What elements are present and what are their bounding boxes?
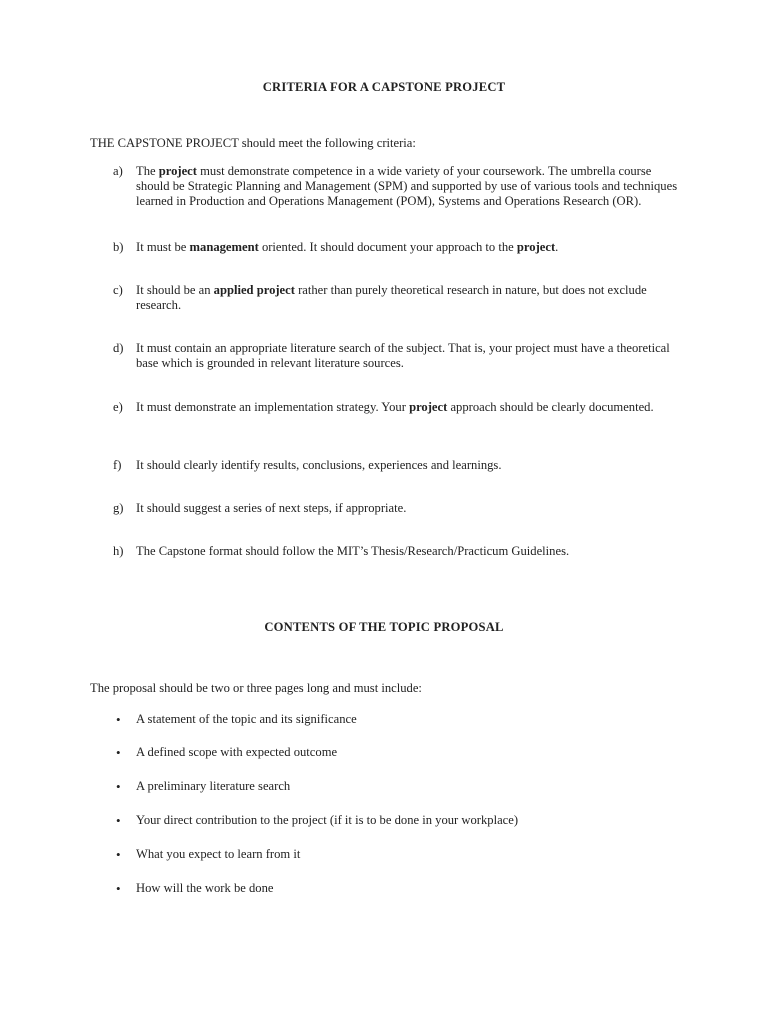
proposal-heading: CONTENTS OF THE TOPIC PROPOSAL [264, 620, 504, 634]
text-run: It must demonstrate an implementation strategy. Your [136, 400, 410, 414]
text-run: oriented. It should document your approach to the [258, 240, 517, 254]
proposal-bullet-item [113, 847, 683, 862]
criteria-item-text [136, 544, 683, 559]
criteria-item-h [113, 544, 683, 559]
bullet-text: Your direct contribution to the project (if it is to be done in your workplace) [136, 813, 519, 827]
criteria-item-b [113, 240, 683, 255]
criteria-item-text [136, 458, 683, 473]
text-run: The Capstone format should follow the MIT’s Thesis/Research/Practicum Guidelines. [136, 544, 570, 558]
proposal-bullet-item [113, 745, 683, 760]
criteria-item-marker: f) [113, 458, 122, 472]
text-run: must demonstrate competence in a wide variety of your coursework. The umbrella course should be Strategic Planning and Management (SPM) and supported by use of various tools and techniques learned in Production and Operations Management (POM), Systems and Operations Research (OR). [136, 164, 678, 208]
criteria-item-marker: g) [113, 501, 124, 515]
criteria-item-text [136, 501, 683, 516]
bullet-text: A statement of the topic and its significance [136, 712, 357, 726]
text-run: It must be [136, 240, 190, 254]
criteria-item-text [136, 240, 683, 255]
criteria-item-e [113, 400, 683, 415]
criteria-item-text [136, 164, 683, 209]
bullet-text: What you expect to learn from it [136, 847, 301, 861]
bullet-text: How will the work be done [136, 881, 274, 895]
criteria-item-text [136, 400, 683, 415]
bullet-icon: • [116, 779, 121, 794]
proposal-bullet-item [113, 712, 683, 727]
criteria-heading: CRITERIA FOR A CAPSTONE PROJECT [262, 80, 506, 94]
bullet-text: A preliminary literature search [136, 779, 291, 793]
text-run: It must contain an appropriate literature search of the subject. That is, your project must have a theoretical base which is grounded in relevant literature sources. [136, 341, 670, 370]
criteria-item-marker: b) [113, 240, 124, 254]
criteria-item-marker: c) [113, 283, 123, 297]
bold-run: project [409, 400, 448, 414]
criteria-item-text [136, 341, 683, 371]
bullet-icon: • [116, 881, 121, 896]
text-run: approach should be clearly documented. [447, 400, 654, 414]
bullet-icon: • [116, 847, 121, 862]
text-run: It should be an [136, 283, 214, 297]
bold-run: project [516, 240, 556, 254]
criteria-item-d [113, 341, 683, 371]
text-run: It should suggest a series of next steps, if appropriate. [136, 501, 407, 515]
text-run: It should clearly identify results, conclusions, experiences and learnings. [136, 458, 502, 472]
proposal-bullet-item [113, 779, 683, 794]
bullet-icon: • [116, 813, 121, 828]
proposal-bullet-item [113, 881, 683, 896]
criteria-intro: THE CAPSTONE PROJECT should meet the following criteria: [90, 136, 416, 150]
criteria-item-f [113, 458, 683, 473]
bold-run: management [189, 240, 259, 254]
proposal-bullet-item [113, 813, 683, 828]
bullet-icon: • [116, 745, 121, 760]
bold-run: project [158, 164, 197, 178]
bullet-text: A defined scope with expected outcome [136, 745, 338, 759]
text-run: rather than purely theoretical research in nature, but does not exclude research. [136, 283, 647, 312]
criteria-item-marker: d) [113, 341, 124, 355]
criteria-item-marker: e) [113, 400, 123, 414]
criteria-item-marker: h) [113, 544, 124, 558]
criteria-item-text [136, 283, 683, 313]
criteria-item-g [113, 501, 683, 516]
criteria-item-a [113, 164, 683, 209]
criteria-item-marker: a) [113, 164, 123, 178]
text-run: The [136, 164, 159, 178]
text-run: . [555, 240, 559, 254]
criteria-item-c [113, 283, 683, 313]
bullet-icon: • [116, 712, 121, 727]
bold-run: applied project [213, 283, 295, 297]
proposal-intro: The proposal should be two or three pages long and must include: [90, 681, 422, 695]
